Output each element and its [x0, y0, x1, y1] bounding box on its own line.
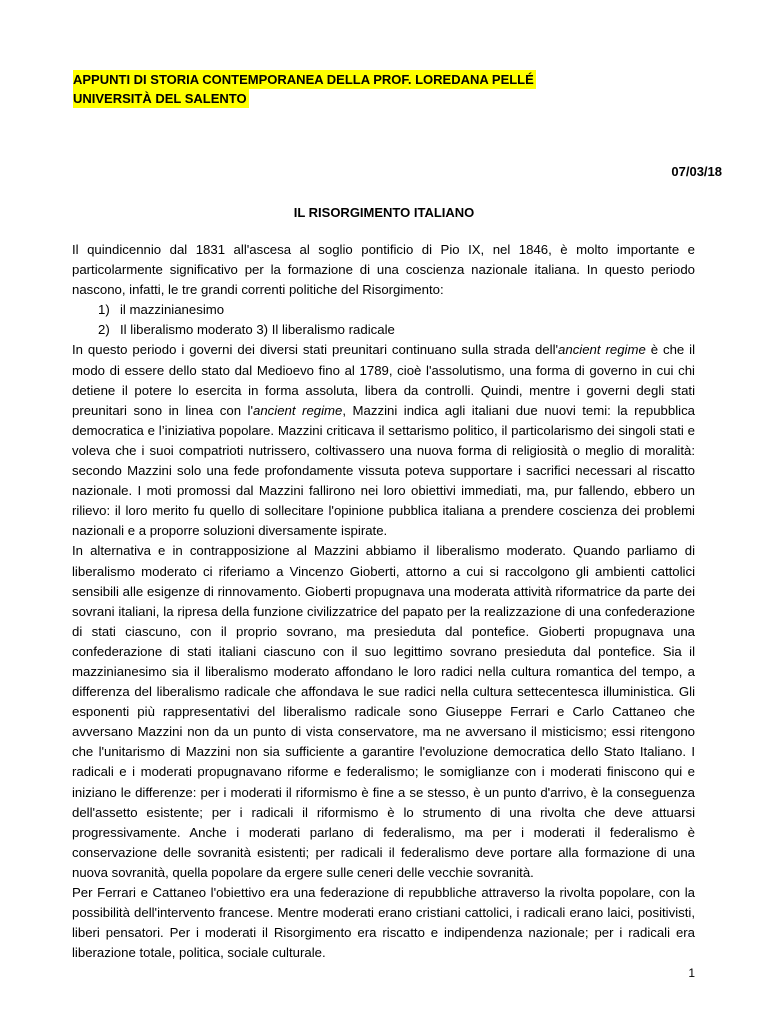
paragraph-intro: Il quindicennio dal 1831 all'ascesa al soglio pontificio di Pio IX, nel 1846, è molto importante e particolarmente significativo per la formazione di una coscienza nazionale italiana. In questo periodo nascono, infatti, le tre grandi correnti politiche del Risorgimento:	[72, 242, 695, 298]
page-number: 1	[688, 966, 695, 980]
document-body	[72, 240, 695, 963]
paragraph-mazzini: In questo periodo i governi dei diversi stati preunitari continuano sulla strada dell'ancient regime è che il modo di essere dello stato dal Medioevo fino al 1789, cioè l'assolutismo, una forma di governo in cui chi detiene il potere lo esercita in forma assoluta, libera da controlli. Quindi, mentre i governi degli stati preunitari sono in linea con l'ancient regime, Mazzini indica agli italiani due nuovi temi: la repubblica democratica e l’iniziativa popolare. Mazzini criticava il settarismo politico, il particolarismo dei singoli stati e voleva che i suoi compatrioti nutrissero, coltivassero una nuova forma di religiosità o meglio di moralità: secondo Mazzini solo una fede profondamente vissuta poteva supportare i sacrifici necessari al riscatto nazionale. I moti promossi dal Mazzini fallirono nei loro obiettivi immediati, ma, pur fallendo, ebbero un rilievo: il loro merito fu quello di sollecitare l'opinione pubblica italiana a prendere coscienza dei problemi nazionali e a proporre soluzioni diversamente ispirate.	[72, 342, 696, 539]
document-date: 07/03/18	[671, 164, 722, 179]
currents-list	[72, 300, 695, 340]
header-line-course: APPUNTI DI STORIA CONTEMPORANEA DELLA PROF. LOREDANA PELLÉ	[73, 72, 534, 87]
header-line-university: UNIVERSITÀ DEL SALENTO	[73, 91, 247, 106]
list-item: 1) il mazzinianesimo	[98, 302, 225, 318]
document-header	[73, 70, 536, 108]
paragraph-liberalismo: In alternativa e in contrapposizione al Mazzini abbiamo il liberalismo moderato. Quando parliamo di liberalismo moderato ci riferiamo a Vincenzo Gioberti, attorno a cui si raccolgono gli ambienti cattolici sensibili alle esigenze di rinnovamento. Gioberti propugnava una moderata attività riformatrice da parte dei sovrani italiani, la ripresa della funzione civilizzatrice del papato per la realizzazione di una confederazione di stati ciascuno, con il proprio sovrano, ma presieduta dal pontefice. Gioberti propugnava una confederazione di stati italiani ciascuno con il suo legittimo sovrano presieduta dal pontefice. Sia il mazzinianesimo sia il liberalismo moderato affondano le loro radici nella cultura romantica del tempo, a differenza del liberalismo radicale che affondava le sue radici nella cultura settecentesca illuministica. Gli esponenti più rappresentativi del liberalismo radicale sono Giuseppe Ferrari e Carlo Cattaneo che avversano Mazzini non da un punto di vista conservatore, ma ne avversano il misticismo; essi ritengono che l'unitarismo di Mazzini non sia sufficiente a garantire l'evoluzione democratica dello Stato Italiano. I radicali e i moderati propugnavano riforme e federalismo; le somiglianze con i moderati finiscono qui e iniziano le differenze: per i moderati il riformismo è fine a se stesso, è un punto d'arrivo, è la conseguenza dell'assetto esistente; per i radicali il riformismo è lo strumento di una rivolta che deve attuarsi progressivamente. Anche i moderati parlano di federalismo, ma per i moderati il federalismo è conservazione delle sovranità esistenti; per radicali il federalismo deve portare alla formazione di una nuova sovranità, quella popolare da ergere sulle ceneri delle vecchie sovranità.	[72, 543, 695, 880]
document-title: IL RISORGIMENTO ITALIANO	[293, 205, 475, 220]
paragraph-ferrari-cattaneo: Per Ferrari e Cattaneo l'obiettivo era una federazione di repubbliche attraverso la rivolta popolare, con la possibilità dell'intervento francese. Mentre moderati erano cristiani cattolici, i radicali erano laici, positivisti, liberi pensatori. Per i moderati il Risorgimento era riscatto e indipendenza nazionale; per i radicali era liberazione totale, politica, sociale culturale.	[72, 885, 695, 961]
list-item: 2) Il liberalismo moderato 3) Il liberalismo radicale	[98, 322, 395, 338]
